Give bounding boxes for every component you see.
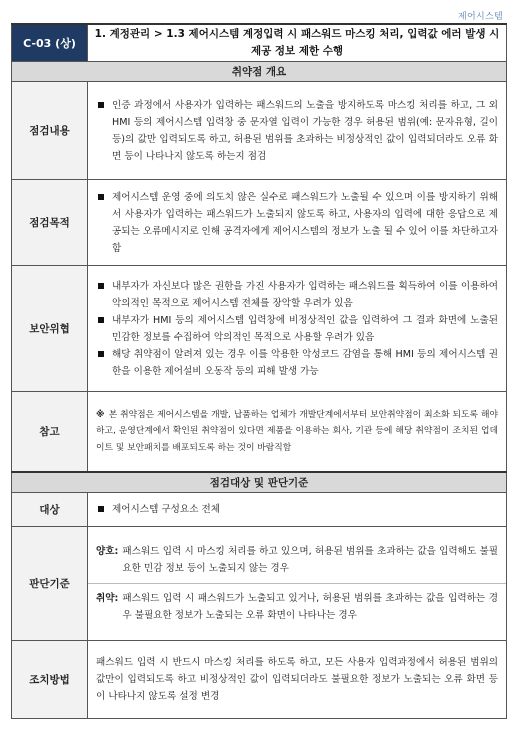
list-item: 내부자가 HMI 등의 제어시스템 입력창에 비정상적인 값을 입력하여 그 결과 화면에 노출된 민감한 정보를 수집하여 악의적인 목적으로 사용할 우려가 있음 <box>96 312 498 346</box>
action-cell: 패스워드 입력 시 반드시 마스킹 처리를 하도록 하고, 모든 사용자 입력과정에서 허용된 범위의 값만이 입력되도록 하고 비정상적인 값이 입력되더라도 불필요한 정보가 노출되는 오류 화면 등이 나타나지 않도록 설정 변경 <box>88 640 507 718</box>
row-action <box>12 640 507 718</box>
label-reference: 참고 <box>12 392 88 472</box>
item-title: 1. 계정관리 > 1.3 제어시스템 계정입력 시 패스워드 마스킹 처리, 입력값 에러 발생 시 제공 정보 제한 수행 <box>88 24 507 62</box>
item-header-row <box>12 24 507 62</box>
row-reference <box>12 392 507 472</box>
list-item: 제어시스템 운영 중에 의도치 않은 실수로 패스워드가 노출될 수 있으며 이를 방지하기 위해서 사용자가 입력하는 패스워드가 노출되지 않도록 하고, 사용자의 입력에 대한 응답으로 제공되는 오류메시지로 인해 공격자에게 제어시스템의 정보가 노출 될 수 있어 이를 차단하고자 함 <box>96 189 498 257</box>
section-header-overview <box>12 62 507 82</box>
vulnerable-text: 패스워드 입력 시 패스워드가 노출되고 있거나, 허용된 범위를 초과하는 값을 입력하는 경우 불필요한 정보가 노출되는 오류 화면이 나타나는 경우 <box>122 592 498 621</box>
vulnerable-label: 취약: <box>96 592 119 604</box>
item-id: C-03 (상) <box>12 24 88 62</box>
reference-text: 본 취약점은 제어시스템을 개발, 납품하는 업체가 개발단계에서부터 보안취약점이 최소화 되도록 해야 하고, 운영단계에서 확인된 취약점이 있다면 제품을 이용하는 회사, 기관 등에 해당 취약점이 조치된 업데이트 및 보안패치를 배포되도록 하는 것이 바람직함 <box>96 409 498 453</box>
vulnerability-item-table <box>11 23 507 719</box>
criteria-divider <box>88 583 506 584</box>
section-title-overview: 취약점 개요 <box>12 62 507 82</box>
label-check-purpose: 점검목적 <box>12 180 88 266</box>
check-content-cell <box>88 82 507 180</box>
security-threat-cell <box>88 266 507 392</box>
good-label: 양호: <box>96 545 119 557</box>
list-item: 제어시스템 구성요소 전체 <box>96 501 498 518</box>
row-check-purpose <box>12 180 507 266</box>
row-judgement <box>12 526 507 640</box>
row-target <box>12 492 507 526</box>
judgement-cell <box>88 526 507 640</box>
label-security-threat: 보안위협 <box>12 266 88 392</box>
criterion-vulnerable <box>96 590 498 624</box>
label-judgement: 판단기준 <box>12 526 88 640</box>
section-title-criteria: 점검대상 및 판단기준 <box>12 472 507 493</box>
list-item: 내부자가 자신보다 많은 권한을 가진 사용자가 입력하는 패스워드를 획득하여 이를 이용하여 악의적인 목적으로 제어시스템 전체를 장악할 우려가 있음 <box>96 278 498 312</box>
label-action: 조치방법 <box>12 640 88 718</box>
list-item: 해당 취약점이 알려져 있는 경우 이를 악용한 악성코드 감염을 통해 HMI 등의 제어시스템 권한을 이용한 제어설비 오동작 등의 피해 발생 가능 <box>96 346 498 380</box>
list-item: 인증 과정에서 사용자가 입력하는 패스워드의 노출을 방지하도록 마스킹 처리를 하고, 그 외 HMI 등의 제어시스템 입력창 중 문자열 입력이 가능한 경우 허용된 범위(예: 문자유형, 길이 등)의 값만 입력되도록 하고, 허용된 범위를 초과하는 비정상적인 값이 입력되더라도 오류 화면 등이 나타나지 않도록 하는지 점검 <box>96 97 498 165</box>
row-check-content <box>12 82 507 180</box>
target-cell <box>88 492 507 526</box>
label-check-content: 점검내용 <box>12 82 88 180</box>
note-mark: ※ <box>96 409 105 420</box>
check-purpose-cell <box>88 180 507 266</box>
label-target: 대상 <box>12 492 88 526</box>
document-category-tag: 제어시스템 <box>458 12 503 22</box>
criterion-good <box>96 543 498 577</box>
good-text: 패스워드 입력 시 마스킹 처리를 하고 있으며, 허용된 범위를 초과하는 값을 입력해도 불필요한 민감 정보 등이 노출되지 않는 경우 <box>122 545 498 574</box>
row-security-threat <box>12 266 507 392</box>
reference-cell <box>88 392 507 472</box>
section-header-criteria <box>12 472 507 493</box>
